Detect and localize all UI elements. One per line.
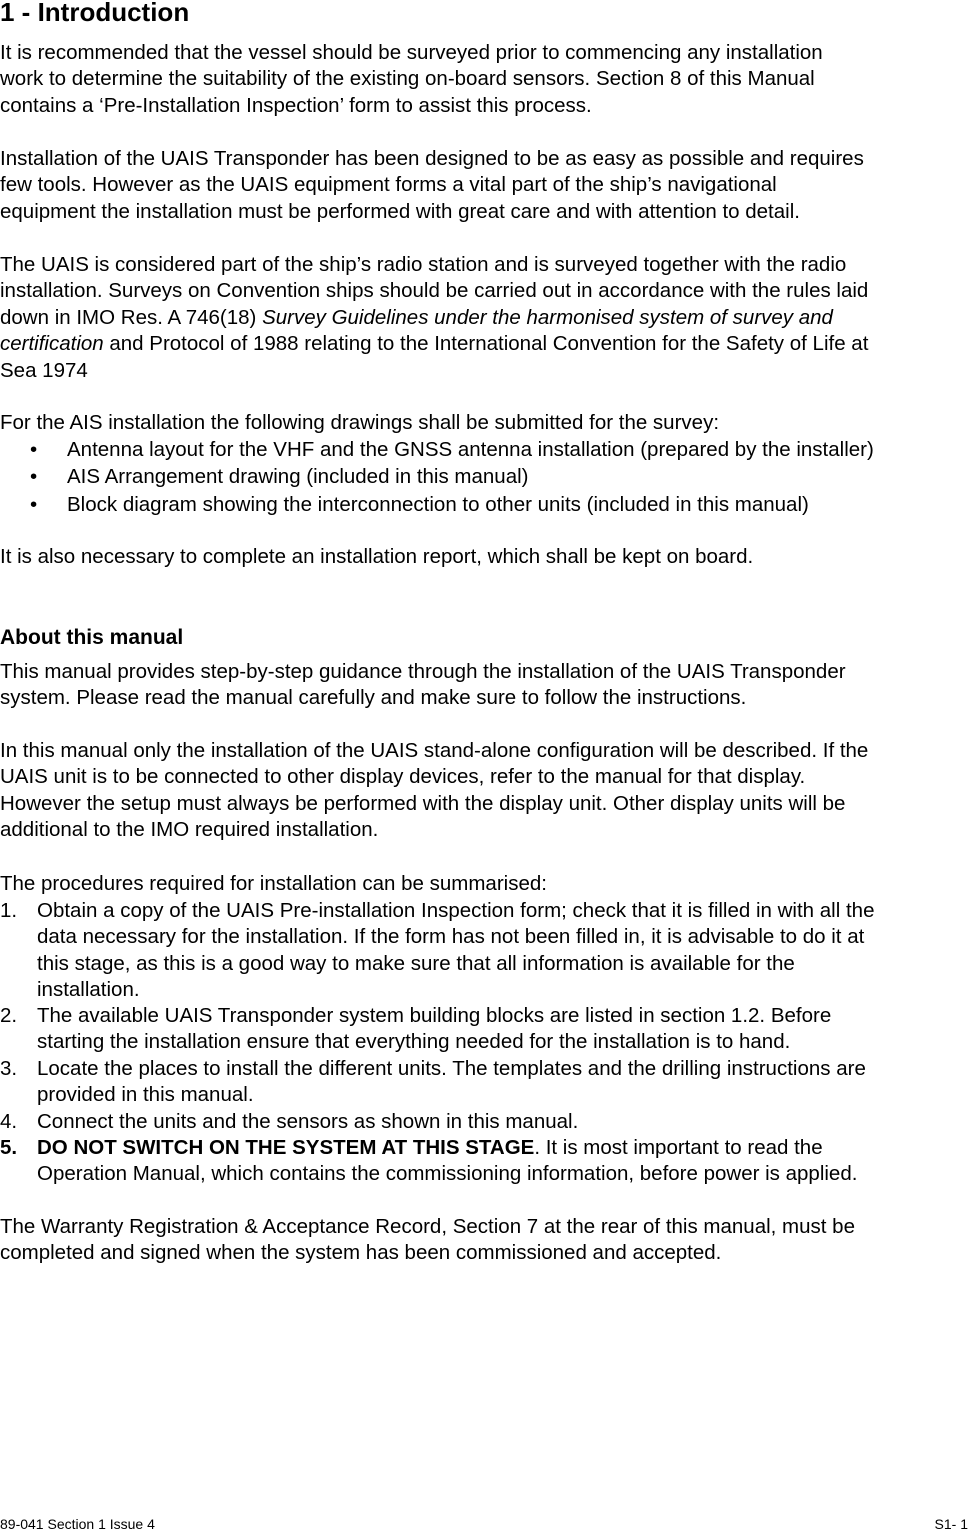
footer-document-id: 89-041 Section 1 Issue 4 bbox=[0, 1516, 155, 1532]
about-paragraph-4 bbox=[0, 1214, 972, 1267]
text-line: installation. bbox=[37, 978, 140, 1002]
text-line: work to determine the suitability of the existing on-board sensors. Section 8 of this Manual bbox=[0, 67, 815, 91]
step-number bbox=[0, 1135, 17, 1161]
intro-paragraph-3 bbox=[0, 252, 972, 384]
text-line: The procedures required for installation can be summarised: bbox=[0, 872, 547, 895]
warning-text: DO NOT SWITCH ON THE SYSTEM AT THIS STAGE bbox=[37, 1136, 535, 1159]
text-line: Installation of the UAIS Transponder has been designed to be as easy as possible and requires bbox=[0, 147, 864, 170]
bullet-text: AIS Arrangement drawing (included in this manual) bbox=[67, 465, 529, 488]
text-line: few tools. However as the UAIS equipment forms a vital part of the ship’s navigational bbox=[0, 173, 777, 197]
text-line: Connect the units and the sensors as shown in this manual. bbox=[37, 1110, 579, 1133]
step-text bbox=[37, 1003, 972, 1056]
step-number-bold: 5. bbox=[0, 1136, 18, 1159]
step-number: 4. bbox=[0, 1110, 18, 1133]
text-line: In this manual only the installation of the UAIS stand-alone configuration will be described. If the bbox=[0, 739, 869, 762]
text-line: The Warranty Registration & Acceptance Record, Section 7 at the rear of this manual, must be bbox=[0, 1215, 855, 1238]
about-paragraph-2 bbox=[0, 738, 972, 844]
step-text bbox=[37, 898, 972, 1004]
step-text bbox=[37, 1056, 972, 1109]
text-line: The UAIS is considered part of the ship’s radio station and is surveyed together with the radio bbox=[0, 253, 847, 276]
text-line: Obtain a copy of the UAIS Pre-installation Inspection form; check that it is filled in with all the bbox=[37, 899, 875, 922]
text-line bbox=[37, 1135, 972, 1161]
section-heading: About this manual bbox=[0, 626, 184, 649]
text-line: The available UAIS Transponder system building blocks are listed in section 1.2. Before bbox=[37, 1004, 832, 1027]
page-title: 1 - Introduction bbox=[0, 0, 190, 27]
text-line: However the setup must always be performed with the display unit. Other display units will be bbox=[0, 791, 846, 815]
text-segment: . It is most important to read the bbox=[534, 1136, 823, 1159]
bullet-text: Block diagram showing the interconnection to other units (included in this manual) bbox=[67, 493, 809, 516]
text-line: completed and signed when the system has been commissioned and accepted. bbox=[0, 1241, 722, 1265]
step-number: 2. bbox=[0, 1004, 18, 1027]
italic-title-segment: certification bbox=[0, 332, 104, 356]
text-line bbox=[0, 331, 972, 357]
text-segment: and Protocol of 1988 relating to the International Convention for the Safety of Life at bbox=[103, 332, 869, 356]
text-line: It is recommended that the vessel should be surveyed prior to commencing any installation bbox=[0, 41, 823, 64]
text-line: data necessary for the installation. If the form has not been filled in, it is advisable to do it at bbox=[37, 925, 865, 949]
text-line: Locate the places to install the different units. The templates and the drilling instructions are bbox=[37, 1057, 866, 1080]
text-line: installation. Surveys on Convention ships should be carried out in accordance with the rules laid bbox=[0, 279, 869, 303]
bullet-icon: • bbox=[30, 465, 38, 488]
text-line: additional to the IMO required installation. bbox=[0, 818, 379, 842]
text-line: starting the installation ensure that everything needed for the installation is to hand. bbox=[37, 1030, 791, 1054]
text-line: For the AIS installation the following drawings shall be submitted for the survey: bbox=[0, 411, 720, 434]
text-line: UAIS unit is to be connected to other display devices, refer to the manual for that display. bbox=[0, 765, 806, 789]
about-paragraph-1 bbox=[0, 659, 972, 712]
text-line: this stage, as this is a good way to make sure that all information is available for the bbox=[37, 951, 795, 975]
step-text bbox=[37, 1135, 972, 1188]
bullet-icon: • bbox=[30, 438, 38, 461]
step-text bbox=[37, 1109, 972, 1135]
step-number: 1. bbox=[0, 899, 18, 922]
footer-page-number: S1- 1 bbox=[934, 1516, 968, 1532]
text-line: equipment the installation must be performed with great care and with attention to detail. bbox=[0, 199, 800, 223]
intro-paragraph-1 bbox=[0, 40, 972, 119]
bullet-icon: • bbox=[30, 493, 38, 516]
text-line: It is also necessary to complete an installation report, which shall be kept on board. bbox=[0, 545, 754, 568]
text-line: Sea 1974 bbox=[0, 358, 88, 382]
text-line: provided in this manual. bbox=[37, 1083, 254, 1107]
bullet-text: Antenna layout for the VHF and the GNSS antenna installation (prepared by the installer) bbox=[67, 438, 874, 461]
about-paragraph-3 bbox=[0, 871, 972, 897]
intro-paragraph-4 bbox=[0, 410, 972, 436]
text-segment: down in IMO Res. A 746(18) bbox=[0, 305, 263, 329]
intro-paragraph-2 bbox=[0, 146, 972, 225]
text-line: system. Please read the manual carefully and make sure to follow the instructions. bbox=[0, 686, 747, 710]
text-line: contains a ‘Pre-Installation Inspection’ form to assist this process. bbox=[0, 93, 592, 117]
italic-title-segment: Survey Guidelines under the harmonised system of survey and bbox=[262, 305, 833, 329]
step-number: 3. bbox=[0, 1057, 18, 1080]
intro-paragraph-5 bbox=[0, 544, 972, 570]
text-line bbox=[0, 305, 972, 331]
text-line: This manual provides step-by-step guidance through the installation of the UAIS Transponder bbox=[0, 660, 846, 683]
text-line: Operation Manual, which contains the commissioning information, before power is applied. bbox=[37, 1162, 858, 1186]
